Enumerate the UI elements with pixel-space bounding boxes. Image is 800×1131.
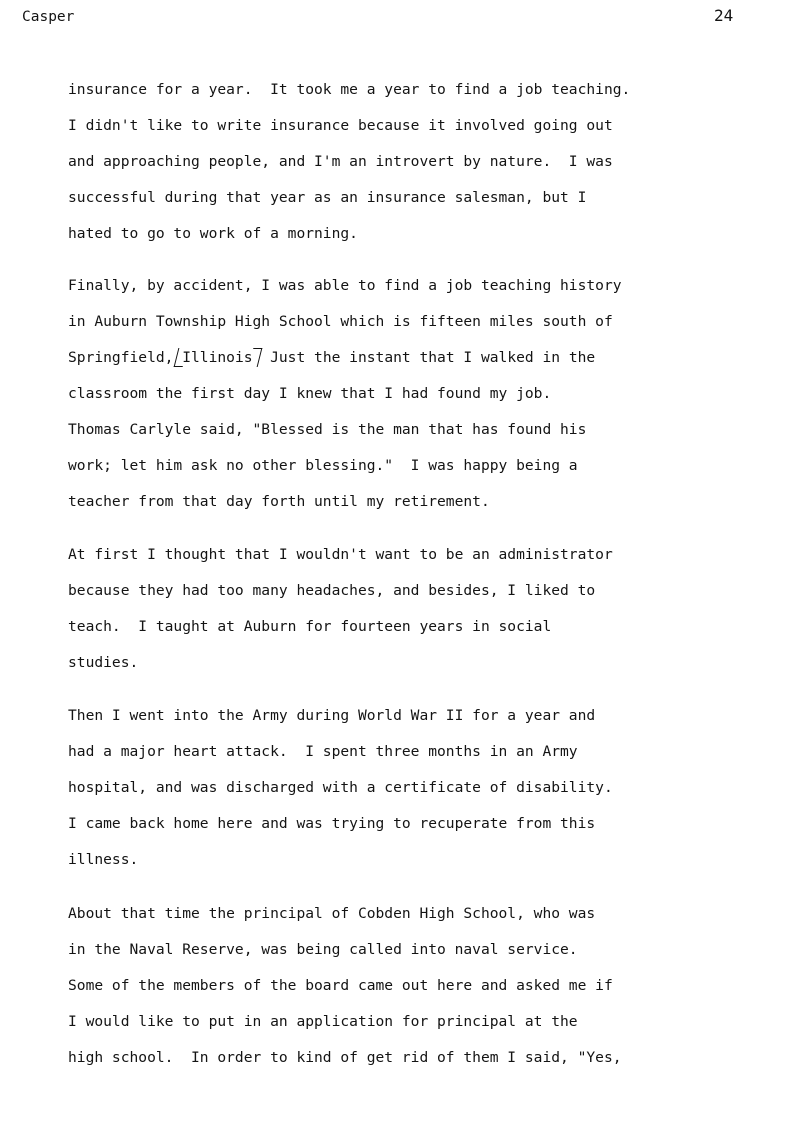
paragraph-5 <box>68 896 768 1076</box>
text-line: in Auburn Township High School which is fifteen miles south of <box>68 313 613 330</box>
text-line: in the Naval Reserve, was being called into naval service. <box>68 941 578 958</box>
text-line: teacher from that day forth until my retirement. <box>68 493 490 510</box>
interviewee-name: Casper <box>22 9 75 25</box>
text-line: work; let him ask no other blessing." I was happy being a <box>68 457 578 474</box>
text-line: Finally, by accident, I was able to find a job teaching history <box>68 277 622 294</box>
paragraph-2 <box>68 268 768 520</box>
text-line: hated to go to work of a morning. <box>68 225 358 242</box>
text-line: I came back home here and was trying to recuperate from this <box>68 815 596 832</box>
text-line: Then I went into the Army during World War II for a year and <box>68 707 596 724</box>
text-line: hospital, and was discharged with a certificate of disability. <box>68 779 613 796</box>
text-line: teach. I taught at Auburn for fourteen years in social <box>68 618 552 635</box>
editorial-insertion: Illinois <box>182 340 252 376</box>
text-line: Thomas Carlyle said, "Blessed is the man that has found his <box>68 421 587 438</box>
text-line: At first I thought that I wouldn't want to be an administrator <box>68 546 613 563</box>
text-line: classroom the first day I knew that I had found my job. <box>68 385 552 402</box>
text-line: successful during that year as an insurance salesman, but I <box>68 189 587 206</box>
text-line: studies. <box>68 654 139 671</box>
paragraph-3 <box>68 537 768 681</box>
paragraph-1 <box>68 72 768 252</box>
text-line: I would like to put in an application for principal at the <box>68 1013 578 1030</box>
text-line: because they had too many headaches, and besides, I liked to <box>68 582 596 599</box>
text-segment: Springfield, <box>68 349 183 366</box>
text-segment: Just the instant that I walked in the <box>252 349 596 366</box>
text-line: had a major heart attack. I spent three months in an Army <box>68 743 578 760</box>
text-line: high school. In order to kind of get rid of them I said, "Yes, <box>68 1049 622 1066</box>
paragraph-4 <box>68 698 768 878</box>
text-line: and approaching people, and I'm an introvert by nature. I was <box>68 153 613 170</box>
text-line: illness. <box>68 851 139 868</box>
text-line: About that time the principal of Cobden High School, who was <box>68 905 596 922</box>
text-line: Some of the members of the board came out here and asked me if <box>68 977 613 994</box>
page-number: 24 <box>714 6 734 25</box>
text-line: insurance for a year. It took me a year to find a job teaching. <box>68 81 631 98</box>
text-line: I didn't like to write insurance because it involved going out <box>68 117 613 134</box>
text-line-with-insertion <box>68 340 768 376</box>
